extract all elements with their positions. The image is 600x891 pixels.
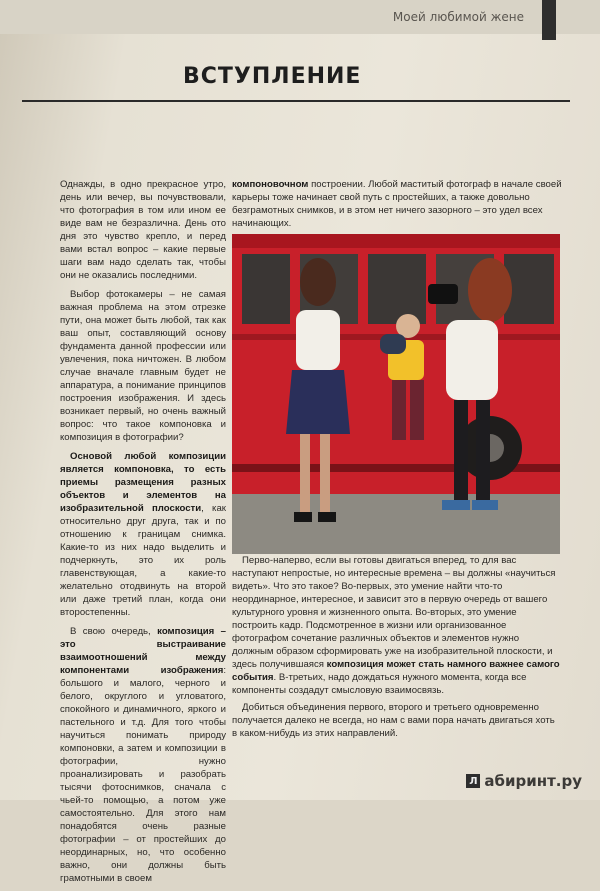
running-header	[0, 0, 600, 34]
text-run: . В-третьих, надо дождаться нужного момента, когда все компоненты создадут смысловую взаимосвязь.	[232, 672, 527, 696]
text-run: Перво-наперво, если вы готовы двигаться вперед, то для вас наступают непростые, но интересные времена – вы должны «научиться видеть». Что это такое? Во-первых, это умение найти что-то неординарное, интересное, и зависит это в первую очередь от вашего культурного уровня и жизненного опыта. Во-вторых, это умение построить кадр. Подсмотренное в жизни или организованное фотографом сочетание различных объектов и элементов нужно должным образом сформировать уже на изобразительной плоскости, и здесь получившаяся	[232, 555, 556, 670]
bold-phrase: компоновочном	[232, 179, 309, 190]
left-column	[60, 178, 226, 891]
paragraph	[232, 554, 562, 697]
watermark-text: абиринт.ру	[484, 772, 582, 790]
right-column-top	[232, 178, 564, 230]
bold-phrase: композиция может стать намного важнее самого события	[232, 659, 560, 683]
chapter-title: ВСТУПЛЕНИЕ	[183, 64, 362, 89]
bold-phrase: Основой любой композиции является компоновка, то есть приемы размещения разных объектов и элементов на изобразительной плоскости	[60, 451, 226, 514]
watermark-logo-mark: Л	[466, 774, 480, 788]
watermark	[466, 772, 582, 790]
text-run: , как относительно друг друга, так и по отношению к границам снимка. Какие-то из них надо выделить и подчеркнуть, это их роль главенствующая, а какие-то желательно отодвинуть на второй или даже третий план, когда они второстепенны.	[60, 503, 226, 618]
paragraph	[60, 625, 226, 885]
photo-illustration	[232, 234, 560, 554]
text-run: : большого и малого, черного и белого, округлого и угловатого, спокойного и динамичного, яркого и пастельного и т.д. Для того чтобы научиться понимать природу компоновки, а затем и композиции в фотографии, нужно проанализировать и разобрать тысячи фотоснимков, сначала с чьей-то помощью, а потом уже самостоятельно. Для этого нам понадобятся очень разные фотографии – от простейших до неординарных, но, что особенно важно, они должны быть грамотными в своем	[60, 665, 226, 884]
paragraph: Добиться объединения первого, второго и третьего одновременно получается далеко не всегда, но нам с вами пора начать двигаться хоть в каком-нибудь из этих направлений.	[232, 702, 555, 739]
paragraph: Выбор фотокамеры – не самая важная проблема на этом отрезке пути, она может быть любой, так как ваш опыт, составляющий основу фундамента данной профессии или увлечения, пока ничтожен. В любом случае вначале главным будет не аппаратура, а понимание принципов построения изображения. И здесь возникает первый, но очень важный вопрос: что такое компоновка и композиция в фотографии?	[60, 289, 226, 443]
bold-phrase: композиция – это выстраивание взаимоотношений между компонентами изображения	[60, 626, 226, 676]
right-column-bottom	[232, 554, 562, 744]
text-run: В свою очередь,	[70, 626, 158, 637]
title-rule	[22, 100, 570, 102]
running-title: Моей любимой жене	[392, 10, 524, 24]
bus-photo	[232, 234, 560, 554]
paragraph: Однажды, в одно прекрасное утро, день или вечер, вы почувствовали, что фотография в том или ином ее виде вам не безразлична. День ото дня это чувство крепло, и перед вами встал вопрос – какие первые шаги вам надо сделать так, чтобы они не оказались последними.	[60, 179, 226, 281]
paragraph	[232, 178, 564, 230]
chapter-tab-marker	[542, 0, 556, 40]
text-run: построении. Любой маститый фотограф в начале своей карьеры тоже начинает свой путь с простейших, а также довольно безграмотных снимков, и в этом нет ничего зазорного – это удел всех начинающих.	[232, 179, 562, 229]
paragraph	[60, 450, 226, 619]
